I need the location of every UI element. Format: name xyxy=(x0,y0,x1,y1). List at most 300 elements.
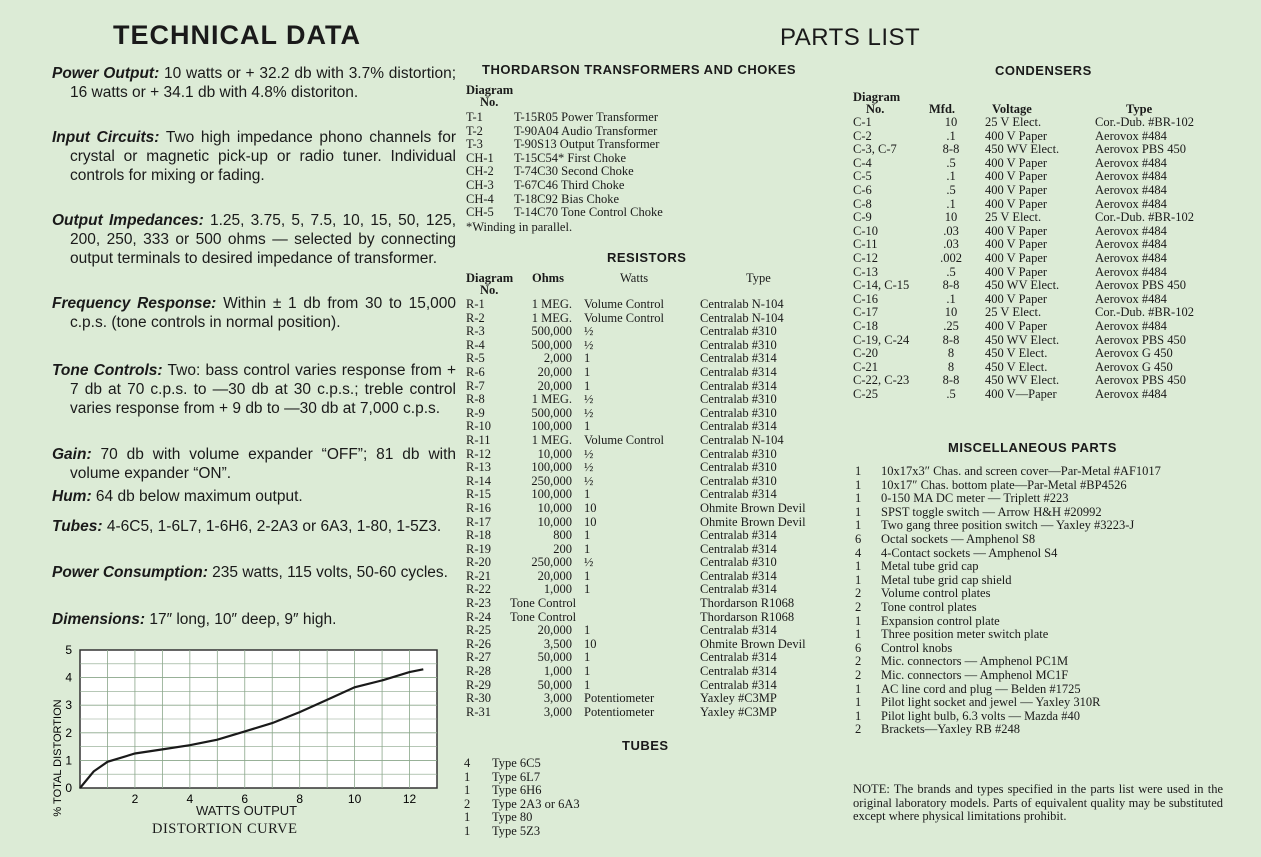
condenser-voltage: 400 V Paper xyxy=(985,196,1048,211)
resistors-col-diagram: Diagram xyxy=(466,271,514,285)
misc-description: Volume control plates xyxy=(881,586,991,601)
misc-qty: 6 xyxy=(855,640,862,655)
condenser-voltage: 25 V Elect. xyxy=(985,210,1042,225)
spec-item xyxy=(52,294,456,332)
condenser-type: Cor.-Dub. #BR-102 xyxy=(1095,210,1194,225)
transformer-diagram-no: CH-5 xyxy=(466,205,494,220)
spec-item xyxy=(52,64,456,102)
misc-row xyxy=(855,492,1255,506)
spec-label: Frequency Response: xyxy=(52,295,217,312)
resistor-watts: ½ xyxy=(584,392,594,407)
condenser-mfd: 10 xyxy=(944,305,958,320)
resistor-type: Ohmite Brown Devil xyxy=(700,514,806,529)
resistor-watts: 1 xyxy=(584,378,591,393)
spec-label: Dimensions: xyxy=(52,611,146,628)
condenser-diagram-no: C-16 xyxy=(853,291,878,306)
resistor-diagram-no: R-24 xyxy=(466,609,491,624)
transformer-row xyxy=(466,138,746,152)
condenser-mfd: .5 xyxy=(946,155,956,170)
spec-label: Tubes: xyxy=(52,518,103,535)
condensers-col-mfd: Mfd. xyxy=(929,102,956,116)
resistors-col-ohms: Ohms xyxy=(532,271,564,285)
resistor-diagram-no: R-8 xyxy=(466,392,485,407)
condenser-mfd: 8-8 xyxy=(942,373,960,388)
misc-row xyxy=(855,683,1255,697)
condenser-type: Cor.-Dub. #BR-102 xyxy=(1095,305,1194,320)
resistor-diagram-no: R-20 xyxy=(466,555,491,570)
resistor-row xyxy=(466,516,846,530)
resistor-watts: 1 xyxy=(584,623,591,638)
misc-description: SPST toggle switch — Arrow H&H #20992 xyxy=(881,504,1102,519)
misc-qty: 1 xyxy=(855,504,862,519)
misc-description: Three position meter switch plate xyxy=(881,627,1049,642)
condenser-type: Aerovox #484 xyxy=(1095,169,1167,184)
condenser-row xyxy=(853,306,1253,320)
transformer-diagram-no: T-2 xyxy=(466,123,483,138)
resistor-diagram-no: R-15 xyxy=(466,487,491,502)
condenser-diagram-no: C-22, C-23 xyxy=(853,373,910,388)
condenser-voltage: 400 V Paper xyxy=(985,155,1048,170)
x-tick-label: 6 xyxy=(241,792,249,806)
misc-description: Metal tube grid cap xyxy=(881,559,979,574)
condenser-row xyxy=(853,252,1253,266)
condenser-mfd: .1 xyxy=(946,128,956,143)
condenser-mfd: .5 xyxy=(946,264,956,279)
y-tick-label: 3 xyxy=(65,698,72,713)
resistor-ohms: 800 xyxy=(553,528,572,543)
misc-table xyxy=(855,465,1255,737)
condenser-mfd: 8-8 xyxy=(942,332,960,347)
transformers-heading: THORDARSON TRANSFORMERS AND CHOKES xyxy=(482,62,797,77)
y-tick-label: 0 xyxy=(65,781,72,795)
resistor-ohms: 2,000 xyxy=(543,351,572,366)
misc-qty: 1 xyxy=(855,695,862,710)
misc-description: Metal tube grid cap shield xyxy=(881,572,1012,587)
resistor-diagram-no: R-5 xyxy=(466,351,485,366)
y-axis-label: % TOTAL DISTORTION xyxy=(52,699,64,817)
spec-text: 10 watts or + 32.2 db with 3.7% distortion; 16 watts or + 34.1 db with 4.8% distoriton. xyxy=(70,65,456,101)
resistor-watts: Potentiometer xyxy=(584,691,655,706)
misc-row xyxy=(855,465,1255,479)
resistor-type: Centralab #310 xyxy=(700,405,777,420)
resistor-diagram-no: R-30 xyxy=(466,691,491,706)
misc-qty: 1 xyxy=(855,518,862,533)
condenser-mfd: 10 xyxy=(944,210,958,225)
misc-row xyxy=(855,533,1255,547)
transformers-note: *Winding in parallel. xyxy=(466,220,573,234)
transformer-part: T-14C70 Tone Control Choke xyxy=(514,205,663,220)
resistors-col-watts: Watts xyxy=(620,271,649,285)
spec-text: 17″ long, 10″ deep, 9″ high. xyxy=(149,611,337,628)
condenser-voltage: 450 WV Elect. xyxy=(985,142,1060,157)
resistor-ohms: 50,000 xyxy=(537,650,572,665)
misc-qty: 4 xyxy=(855,545,862,560)
resistor-watts: 1 xyxy=(584,664,591,679)
resistor-watts: ½ xyxy=(584,555,594,570)
resistor-watts: 1 xyxy=(584,650,591,665)
condensers-table xyxy=(853,116,1253,401)
misc-description: 10x17x3″ Chas. and screen cover—Par-Metal #AF1017 xyxy=(881,464,1161,478)
condenser-row xyxy=(853,170,1253,184)
resistor-type: Centralab N-104 xyxy=(700,310,784,325)
transformer-row xyxy=(466,193,746,207)
resistor-ohms: Tone Control xyxy=(510,609,577,624)
spec-label: Input Circuits: xyxy=(52,129,160,146)
resistor-diagram-no: R-9 xyxy=(466,405,485,420)
resistor-diagram-no: R-22 xyxy=(466,582,491,597)
resistor-type: Centralab #314 xyxy=(700,664,777,679)
resistor-diagram-no: R-17 xyxy=(466,514,491,529)
condenser-voltage: 400 V Paper xyxy=(985,264,1048,279)
resistor-diagram-no: R-2 xyxy=(466,310,485,325)
resistor-type: Centralab #310 xyxy=(700,473,777,488)
condenser-mfd: .25 xyxy=(943,318,959,333)
spec-item xyxy=(52,517,456,536)
resistor-type: Centralab #310 xyxy=(700,446,777,461)
misc-description: Mic. connectors — Amphenol MC1F xyxy=(881,667,1069,682)
tube-qty: 1 xyxy=(464,783,471,798)
misc-row xyxy=(855,574,1255,588)
condenser-diagram-no: C-2 xyxy=(853,128,872,143)
resistor-type: Centralab #314 xyxy=(700,677,777,692)
x-tick-label: 10 xyxy=(347,792,362,806)
transformer-diagram-no: CH-1 xyxy=(466,150,494,165)
spec-item xyxy=(52,211,456,268)
transformer-row xyxy=(466,125,746,139)
condenser-diagram-no: C-1 xyxy=(853,115,872,129)
resistor-row xyxy=(466,502,846,516)
condenser-voltage: 400 V Paper xyxy=(985,291,1048,306)
transformer-part: T-74C30 Second Choke xyxy=(514,164,634,179)
condenser-row xyxy=(853,143,1253,157)
transformers-table xyxy=(466,111,746,220)
tube-type: Type 80 xyxy=(492,810,533,825)
condenser-type: Aerovox G 450 xyxy=(1095,346,1173,361)
condenser-mfd: 8-8 xyxy=(942,142,960,157)
tubes-table xyxy=(464,757,664,839)
resistor-ohms: 20,000 xyxy=(537,623,572,638)
misc-row xyxy=(855,601,1255,615)
resistor-watts: ½ xyxy=(584,473,594,488)
condenser-diagram-no: C-4 xyxy=(853,155,872,170)
resistor-type: Centralab #314 xyxy=(700,568,777,583)
condenser-voltage: 400 V Paper xyxy=(985,182,1048,197)
condenser-mfd: .03 xyxy=(943,223,959,238)
resistor-ohms: 10,000 xyxy=(537,446,572,461)
resistor-row xyxy=(466,529,846,543)
tube-qty: 1 xyxy=(464,823,471,838)
resistor-type: Ohmite Brown Devil xyxy=(700,500,806,515)
resistor-diagram-no: R-27 xyxy=(466,650,491,665)
x-tick-label: 4 xyxy=(186,792,194,806)
condenser-row xyxy=(853,198,1253,212)
condenser-diagram-no: C-3, C-7 xyxy=(853,142,897,157)
resistor-watts: Volume Control xyxy=(584,297,664,311)
condenser-row xyxy=(853,157,1253,171)
condenser-voltage: 400 V Paper xyxy=(985,169,1048,184)
condenser-diagram-no: C-5 xyxy=(853,169,872,184)
misc-qty: 1 xyxy=(855,708,862,723)
resistor-row xyxy=(466,692,846,706)
resistors-table xyxy=(466,298,846,719)
condenser-voltage: 25 V Elect. xyxy=(985,305,1042,320)
resistor-row xyxy=(466,665,846,679)
misc-qty: 2 xyxy=(855,667,862,682)
misc-row xyxy=(855,506,1255,520)
resistor-ohms: 10,000 xyxy=(537,500,572,515)
resistor-watts: 1 xyxy=(584,677,591,692)
resistor-watts: 10 xyxy=(584,500,597,515)
resistor-ohms: 100,000 xyxy=(531,419,572,434)
resistor-type: Centralab #314 xyxy=(700,378,777,393)
resistor-row xyxy=(466,651,846,665)
condenser-diagram-no: C-12 xyxy=(853,250,878,265)
misc-row xyxy=(855,655,1255,669)
resistor-type: Centralab #314 xyxy=(700,541,777,556)
spec-item xyxy=(52,610,456,629)
misc-row xyxy=(855,642,1255,656)
resistor-row xyxy=(466,420,846,434)
resistor-diagram-no: R-3 xyxy=(466,324,485,339)
condenser-voltage: 400 V Paper xyxy=(985,250,1048,265)
misc-description: Mic. connectors — Amphenol PC1M xyxy=(881,654,1069,669)
condenser-mfd: 8-8 xyxy=(942,278,960,293)
condenser-row xyxy=(853,116,1253,130)
condenser-row xyxy=(853,225,1253,239)
condenser-diagram-no: C-17 xyxy=(853,305,878,320)
tube-row xyxy=(464,798,664,812)
condenser-type: Aerovox #484 xyxy=(1095,237,1167,252)
resistor-watts: ½ xyxy=(584,324,594,339)
resistor-ohms: 200 xyxy=(553,541,572,556)
resistor-ohms: 3,000 xyxy=(543,704,572,719)
resistor-watts: 1 xyxy=(584,364,591,379)
tube-row xyxy=(464,811,664,825)
resistor-ohms: 500,000 xyxy=(531,405,572,420)
misc-qty: 2 xyxy=(855,599,862,614)
condenser-type: Aerovox #484 xyxy=(1095,264,1167,279)
tube-type: Type 6C5 xyxy=(492,756,541,770)
transformers-col-diagram: Diagram xyxy=(466,83,514,97)
resistor-type: Centralab #314 xyxy=(700,623,777,638)
resistor-diagram-no: R-21 xyxy=(466,568,491,583)
spec-label: Hum: xyxy=(52,488,92,505)
resistor-ohms: 250,000 xyxy=(531,555,572,570)
resistor-ohms: 3,500 xyxy=(543,636,572,651)
condenser-voltage: 450 WV Elect. xyxy=(985,278,1060,293)
resistor-type: Centralab N-104 xyxy=(700,432,784,447)
spec-text: 1.25, 3.75, 5, 7.5, 10, 15, 50, 125, 200, 250, 333 or 500 ohms — selected by connecting output terminals to desired impedance of transformer. xyxy=(70,212,456,267)
resistor-type: Centralab #310 xyxy=(700,324,777,339)
condenser-voltage: 25 V Elect. xyxy=(985,115,1042,129)
x-tick-label: 12 xyxy=(402,792,417,806)
condenser-diagram-no: C-25 xyxy=(853,386,878,401)
misc-description: Octal sockets — Amphenol S8 xyxy=(881,531,1036,546)
resistor-ohms: 50,000 xyxy=(537,677,572,692)
resistor-type: Centralab #310 xyxy=(700,392,777,407)
resistor-diagram-no: R-23 xyxy=(466,596,491,611)
resistor-type: Centralab #314 xyxy=(700,419,777,434)
condenser-diagram-no: C-11 xyxy=(853,237,878,252)
condenser-mfd: .5 xyxy=(946,386,956,401)
transformer-row xyxy=(466,179,746,193)
condenser-mfd: 10 xyxy=(944,115,958,129)
spec-text: Two high impedance phono channels for crystal or magnetic pick-up or radio tuner. Individual controls for mixing or fading. xyxy=(70,129,456,184)
resistor-row xyxy=(466,380,846,394)
condenser-row xyxy=(853,184,1253,198)
misc-qty: 2 xyxy=(855,586,862,601)
condenser-row xyxy=(853,293,1253,307)
misc-qty: 2 xyxy=(855,654,862,669)
tubes-heading: TUBES xyxy=(622,738,669,753)
condenser-diagram-no: C-21 xyxy=(853,359,878,374)
condenser-voltage: 400 V Paper xyxy=(985,128,1048,143)
misc-heading: MISCELLANEOUS PARTS xyxy=(948,440,1117,455)
condenser-type: Cor.-Dub. #BR-102 xyxy=(1095,115,1194,129)
resistor-ohms: Tone Control xyxy=(510,596,577,611)
condensers-col-voltage: Voltage xyxy=(992,102,1032,116)
condensers-col-diagram: Diagram xyxy=(853,90,901,104)
resistor-diagram-no: R-12 xyxy=(466,446,491,461)
condenser-diagram-no: C-10 xyxy=(853,223,878,238)
misc-row xyxy=(855,587,1255,601)
resistor-row xyxy=(466,352,846,366)
resistor-type: Ohmite Brown Devil xyxy=(700,636,806,651)
misc-description: Expansion control plate xyxy=(881,613,1000,628)
condenser-diagram-no: C-8 xyxy=(853,196,872,211)
misc-row xyxy=(855,547,1255,561)
condenser-type: Aerovox #484 xyxy=(1095,223,1167,238)
resistor-type: Yaxley #C3MP xyxy=(700,691,777,706)
resistor-watts: ½ xyxy=(584,446,594,461)
condenser-voltage: 450 WV Elect. xyxy=(985,373,1060,388)
chart-grid xyxy=(80,650,437,788)
condenser-row xyxy=(853,279,1253,293)
resistor-watts: 1 xyxy=(584,351,591,366)
resistor-row xyxy=(466,475,846,489)
condensers-col-type: Type xyxy=(1126,102,1153,116)
condenser-row xyxy=(853,211,1253,225)
condenser-type: Aerovox #484 xyxy=(1095,291,1167,306)
condenser-row xyxy=(853,347,1253,361)
transformer-part: T-67C46 Third Choke xyxy=(514,177,625,192)
transformer-part: T-90S13 Output Transformer xyxy=(514,137,660,152)
spec-item xyxy=(52,563,456,582)
condenser-voltage: 400 V Paper xyxy=(985,237,1048,252)
resistor-watts: 1 xyxy=(584,419,591,434)
condenser-voltage: 450 V Elect. xyxy=(985,346,1048,361)
condenser-row xyxy=(853,374,1253,388)
resistor-ohms: 20,000 xyxy=(537,568,572,583)
misc-qty: 6 xyxy=(855,531,862,546)
resistor-row xyxy=(466,407,846,421)
resistor-type: Centralab #314 xyxy=(700,528,777,543)
transformer-part: T-18C92 Bias Choke xyxy=(514,191,620,206)
tube-row xyxy=(464,784,664,798)
resistor-diagram-no: R-31 xyxy=(466,704,491,719)
resistor-diagram-no: R-7 xyxy=(466,378,485,393)
resistor-type: Centralab #314 xyxy=(700,582,777,597)
tube-type: Type 6L7 xyxy=(492,769,541,784)
resistor-watts: Volume Control xyxy=(584,432,664,447)
resistor-row xyxy=(466,366,846,380)
resistor-diagram-no: R-28 xyxy=(466,664,491,679)
resistor-row xyxy=(466,543,846,557)
resistor-ohms: 500,000 xyxy=(531,337,572,352)
resistor-row xyxy=(466,325,846,339)
tube-row xyxy=(464,757,664,771)
condenser-type: Aerovox PBS 450 xyxy=(1095,332,1186,347)
resistor-watts: 1 xyxy=(584,582,591,597)
resistor-ohms: 1 MEG. xyxy=(531,297,572,311)
resistor-row xyxy=(466,448,846,462)
resistor-diagram-no: R-14 xyxy=(466,473,491,488)
condenser-diagram-no: C-6 xyxy=(853,182,872,197)
chart-caption: DISTORTION CURVE xyxy=(152,821,298,837)
resistor-watts: ½ xyxy=(584,460,594,475)
resistor-type: Centralab #310 xyxy=(700,555,777,570)
y-tick-label: 1 xyxy=(65,753,72,768)
resistor-watts: Potentiometer xyxy=(584,704,655,719)
resistor-type: Centralab #314 xyxy=(700,650,777,665)
resistor-row xyxy=(466,312,846,326)
tube-qty: 4 xyxy=(464,756,471,770)
misc-qty: 2 xyxy=(855,722,862,737)
resistor-watts: 1 xyxy=(584,528,591,543)
misc-description: 0-150 MA DC meter — Triplett #223 xyxy=(881,491,1069,506)
y-tick-label: 2 xyxy=(65,725,72,740)
parts-note: NOTE: The brands and types specified in the parts list were used in the original laboratory models. Parts of equivalent quality may be substituted except where physical limitations prohibit. xyxy=(853,782,1223,824)
misc-description: AC line cord and plug — Belden #1725 xyxy=(881,681,1081,696)
tube-type: Type 6H6 xyxy=(492,783,542,798)
misc-qty: 1 xyxy=(855,464,862,478)
tube-type: Type 5Z3 xyxy=(492,823,541,838)
condenser-row xyxy=(853,238,1253,252)
resistor-watts: 1 xyxy=(584,541,591,556)
x-tick-label: 8 xyxy=(296,792,304,806)
resistor-row xyxy=(466,298,846,312)
condenser-type: Aerovox #484 xyxy=(1095,155,1167,170)
resistor-diagram-no: R-6 xyxy=(466,364,485,379)
spec-text: 64 db below maximum output. xyxy=(95,488,303,505)
misc-description: Tone control plates xyxy=(881,599,977,614)
misc-qty: 1 xyxy=(855,613,862,628)
resistor-watts: ½ xyxy=(584,337,594,352)
misc-qty: 1 xyxy=(855,559,862,574)
condenser-row xyxy=(853,320,1253,334)
resistor-watts: 1 xyxy=(584,487,591,502)
transformers-col-no: No. xyxy=(480,95,499,109)
condenser-mfd: .03 xyxy=(943,237,959,252)
spec-item xyxy=(52,361,456,418)
parts-list-title: PARTS LIST xyxy=(780,24,921,51)
condenser-row xyxy=(853,388,1253,402)
condenser-row xyxy=(853,361,1253,375)
resistor-type: Thordarson R1068 xyxy=(700,609,795,624)
transformer-diagram-no: CH-4 xyxy=(466,191,494,206)
resistor-ohms: 20,000 xyxy=(537,378,572,393)
resistor-watts: ½ xyxy=(584,405,594,420)
transformer-diagram-no: T-3 xyxy=(466,137,483,152)
tube-row xyxy=(464,771,664,785)
resistor-watts: 10 xyxy=(584,636,597,651)
resistor-ohms: 500,000 xyxy=(531,324,572,339)
resistor-row xyxy=(466,583,846,597)
misc-row xyxy=(855,723,1255,737)
resistor-row xyxy=(466,488,846,502)
spec-text: 4-6C5, 1-6L7, 1-6H6, 2-2A3 or 6A3, 1-80, 1-5Z3. xyxy=(106,518,442,535)
spec-text: 235 watts, 115 volts, 50-60 cycles. xyxy=(212,564,448,581)
